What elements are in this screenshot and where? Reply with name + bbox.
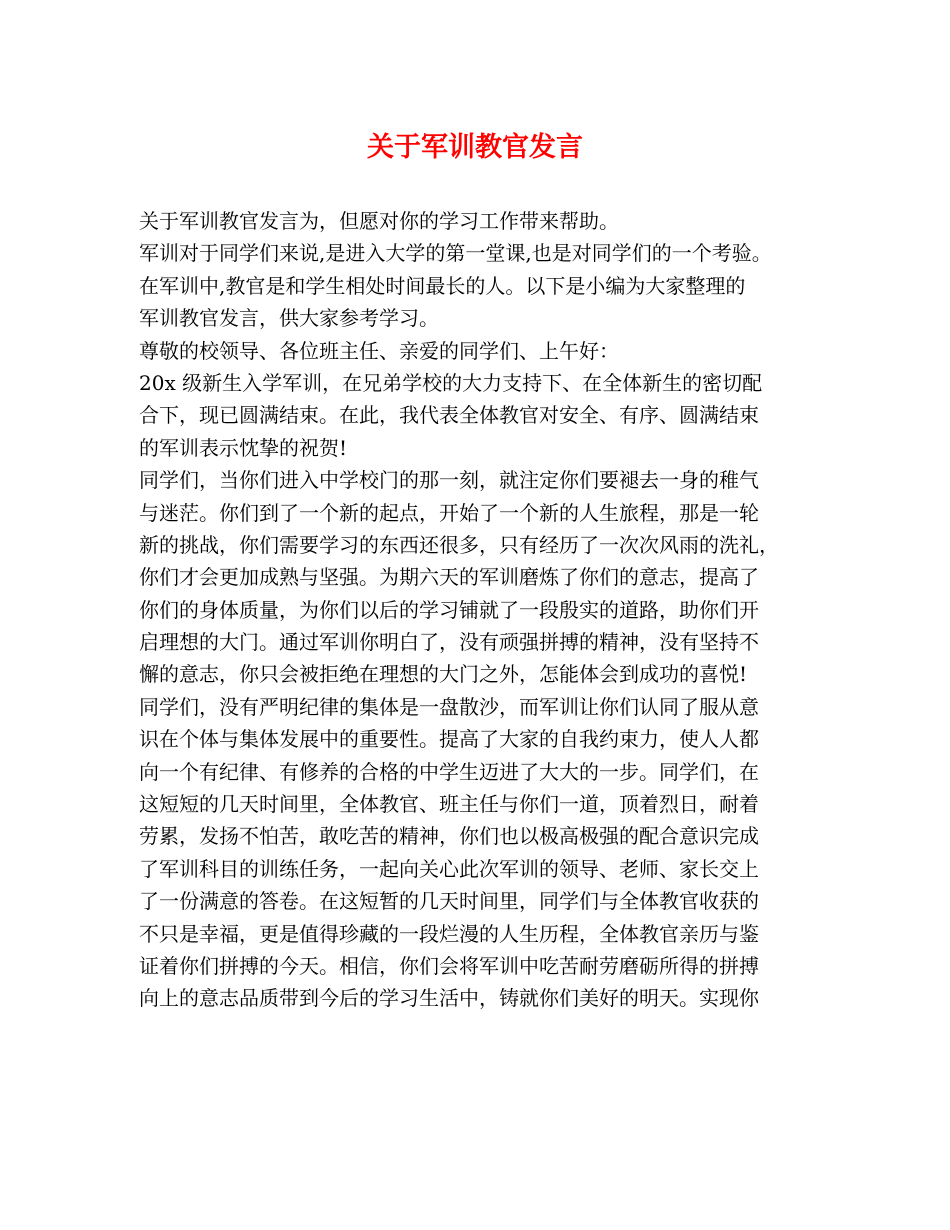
body-line: 证着你们拼搏的今天。相信，你们会将军训中吃苦耐劳磨砺所得的拼搏	[139, 953, 759, 978]
document-body	[139, 205, 829, 1015]
body-line: 向上的意志品质带到今后的学习生活中，铸就你们美好的明天。实现你	[139, 986, 759, 1011]
body-line: 同学们，没有严明纪律的集体是一盘散沙，而军训让你们认同了服从意	[139, 694, 759, 719]
body-line: 尊敬的校领导、各位班主任、亲爱的同学们、上午好：	[139, 338, 619, 363]
body-line: 了一份满意的答卷。在这短暂的几天时间里，同学们与全体教官收获的	[139, 889, 759, 914]
body-line: 劳累，发扬不怕苦，敢吃苦的精神，你们也以极高极强的配合意识完成	[139, 824, 759, 849]
body-line: 军训教官发言，供大家参考学习。	[139, 306, 439, 331]
body-line: 启理想的大门。通过军训你明白了，没有顽强拼搏的精神，没有坚持不	[139, 630, 759, 655]
body-line: 不只是幸福，更是值得珍藏的一段烂漫的人生历程，全体教官亲历与鉴	[139, 921, 759, 946]
body-line: 了军训科目的训练任务，一起向关心此次军训的领导、老师、家长交上	[139, 856, 759, 881]
body-line: 新的挑战，你们需要学习的东西还很多，只有经历了一次次风雨的洗礼，	[139, 532, 779, 557]
body-line: 关于军训教官发言为，但愿对你的学习工作带来帮助。	[139, 209, 619, 233]
body-line: 识在个体与集体发展中的重要性。提高了大家的自我约束力，使人人都	[139, 727, 759, 752]
body-line: 你们的身体质量，为你们以后的学习铺就了一段殷实的道路，助你们开	[139, 597, 759, 622]
body-line: 你们才会更加成熟与坚强。为期六天的军训磨炼了你们的意志，提高了	[139, 565, 759, 590]
body-line: 与迷茫。你们到了一个新的起点，开始了一个新的人生旅程，那是一轮	[139, 500, 759, 525]
body-line: 军训对于同学们来说,是进入大学的第一堂课,也是对同学们的一个考验。	[139, 241, 772, 266]
body-line: 同学们，当你们进入中学校门的那一刻，就注定你们要褪去一身的稚气	[139, 468, 759, 493]
body-line: 在军训中,教官是和学生相处时间最长的人。以下是小编为大家整理的	[139, 273, 746, 298]
body-line: 懈的意志，你只会被拒绝在理想的大门之外，怎能体会到成功的喜悦!	[139, 662, 748, 687]
body-line: 20x 级新生入学军训，在兄弟学校的大力支持下、在全体新生的密切配	[139, 370, 763, 395]
document-title: 关于军训教官发言	[367, 132, 583, 163]
body-line: 向一个有纪律、有修养的合格的中学生迈进了大大的一步。同学们，在	[139, 759, 759, 784]
body-line: 这短短的几天时间里，全体教官、班主任与你们一道，顶着烈日，耐着	[139, 792, 759, 817]
body-line: 的军训表示忱挚的祝贺!	[139, 435, 348, 460]
body-line: 合下，现已圆满结束。在此，我代表全体教官对安全、有序、圆满结束	[139, 403, 759, 428]
